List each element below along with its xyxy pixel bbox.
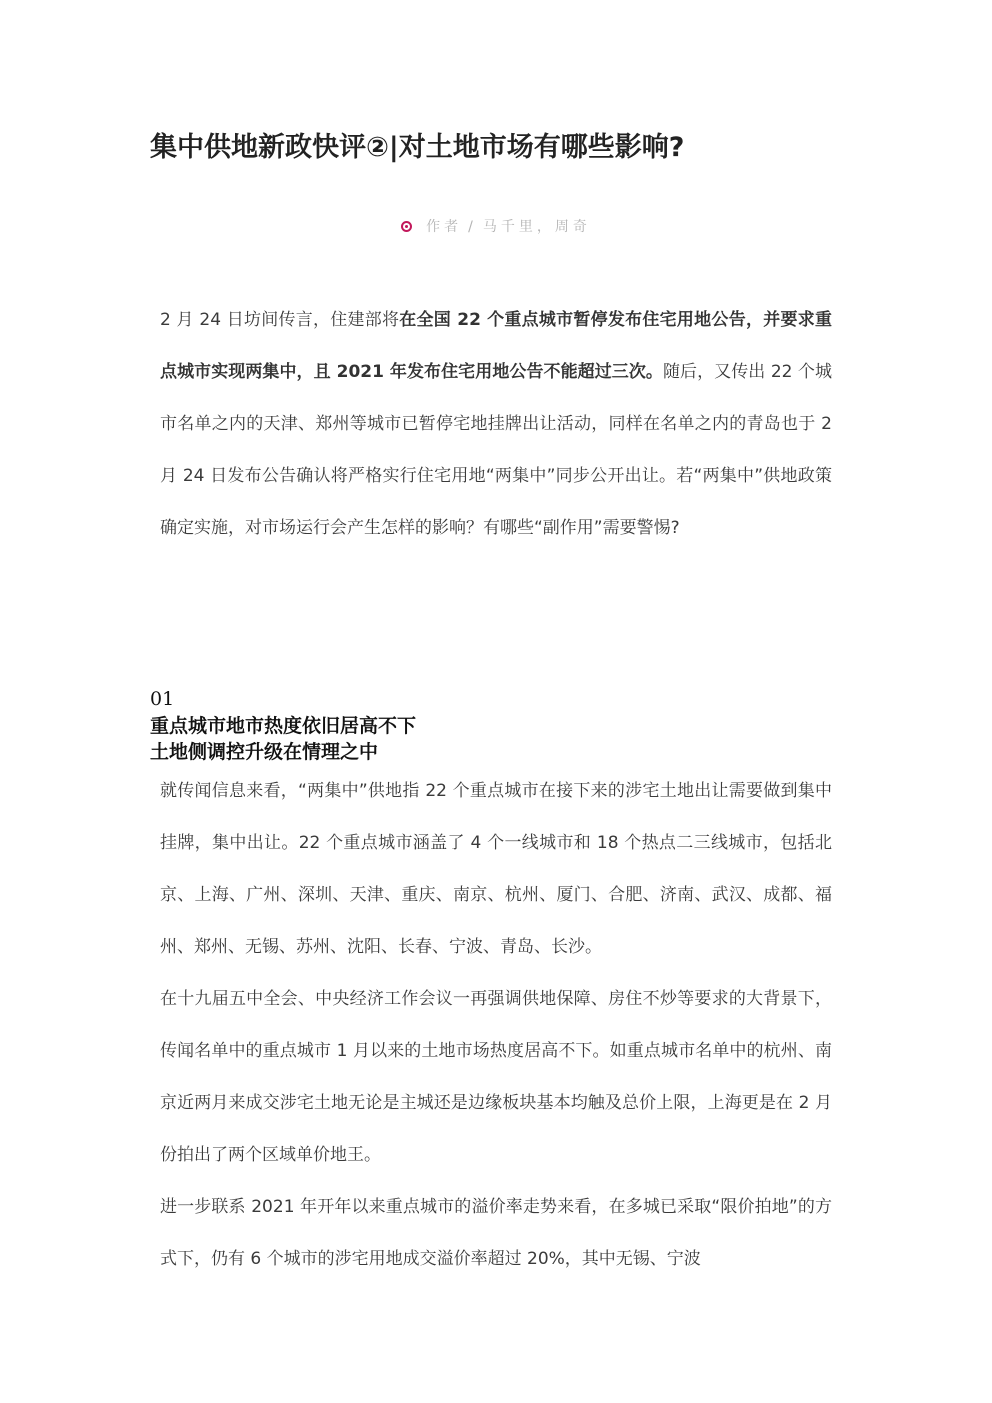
- byline-separator: /: [468, 219, 477, 235]
- byline: [0, 216, 992, 236]
- intro-text-1: 2 月 24 日坊间传言，住建部将: [160, 310, 400, 330]
- author-names: 马千里，周奇: [482, 219, 591, 235]
- section-paragraph-3: 进一步联系 2021 年开年以来重点城市的溢价率走势来看，在多城已采取“限价拍地”的方式下，仍有 6 个城市的涉宅用地成交溢价率超过 20%，其中无锡、宁波: [160, 1197, 832, 1269]
- intro-bold-text: 在全国 22 个重点城市暂停发布住宅用地公告，并要求重点城市实现两集中，且 2021 年发布住宅用地公告不能超过三次。: [160, 310, 832, 382]
- intro-paragraph: [160, 294, 832, 554]
- section-title-line-2: 土地侧调控升级在情理之中: [150, 741, 379, 763]
- author-icon: [401, 221, 412, 232]
- section-title-line-1: 重点城市地市热度依旧居高不下: [150, 715, 417, 737]
- intro-text-2: 随后，又传出 22 个城市名单之内的天津、郑州等城市已暂停宅地挂牌出让活动，同样在名单之内的青岛也于 2 月 24 日发布公告确认将严格实行住宅用地“两集中”同步公开出让。若“两集中”供地政策确定实施，对市场运行会产生怎样的影响？有哪些“副作用”需要警惕?: [160, 362, 832, 538]
- section-paragraph-2: 在十九届五中全会、中央经济工作会议一再强调供地保障、房住不炒等要求的大背景下，传闻名单中的重点城市 1 月以来的土地市场热度居高不下。如重点城市名单中的杭州、南京近两月来成交涉宅土地无论是主城还是边缘板块基本均触及总价上限，上海更是在 2 月份拍出了两个区域单价地王。: [160, 989, 832, 1165]
- section-paragraph-1: 就传闻信息来看，“两集中”供地指 22 个重点城市在接下来的涉宅土地出让需要做到集中挂牌，集中出让。22 个重点城市涵盖了 4 个一线城市和 18 个热点二三线城市，包括北京、上海、广州、深圳、天津、重庆、南京、杭州、厦门、合肥、济南、武汉、成都、福州、郑州、无锡、苏州、沈阳、长春、宁波、青岛、长沙。: [160, 781, 832, 957]
- article-title: 集中供地新政快评②|对土地市场有哪些影响?: [150, 132, 685, 163]
- section-number: 01: [150, 688, 175, 710]
- author-label: 作者: [426, 219, 463, 235]
